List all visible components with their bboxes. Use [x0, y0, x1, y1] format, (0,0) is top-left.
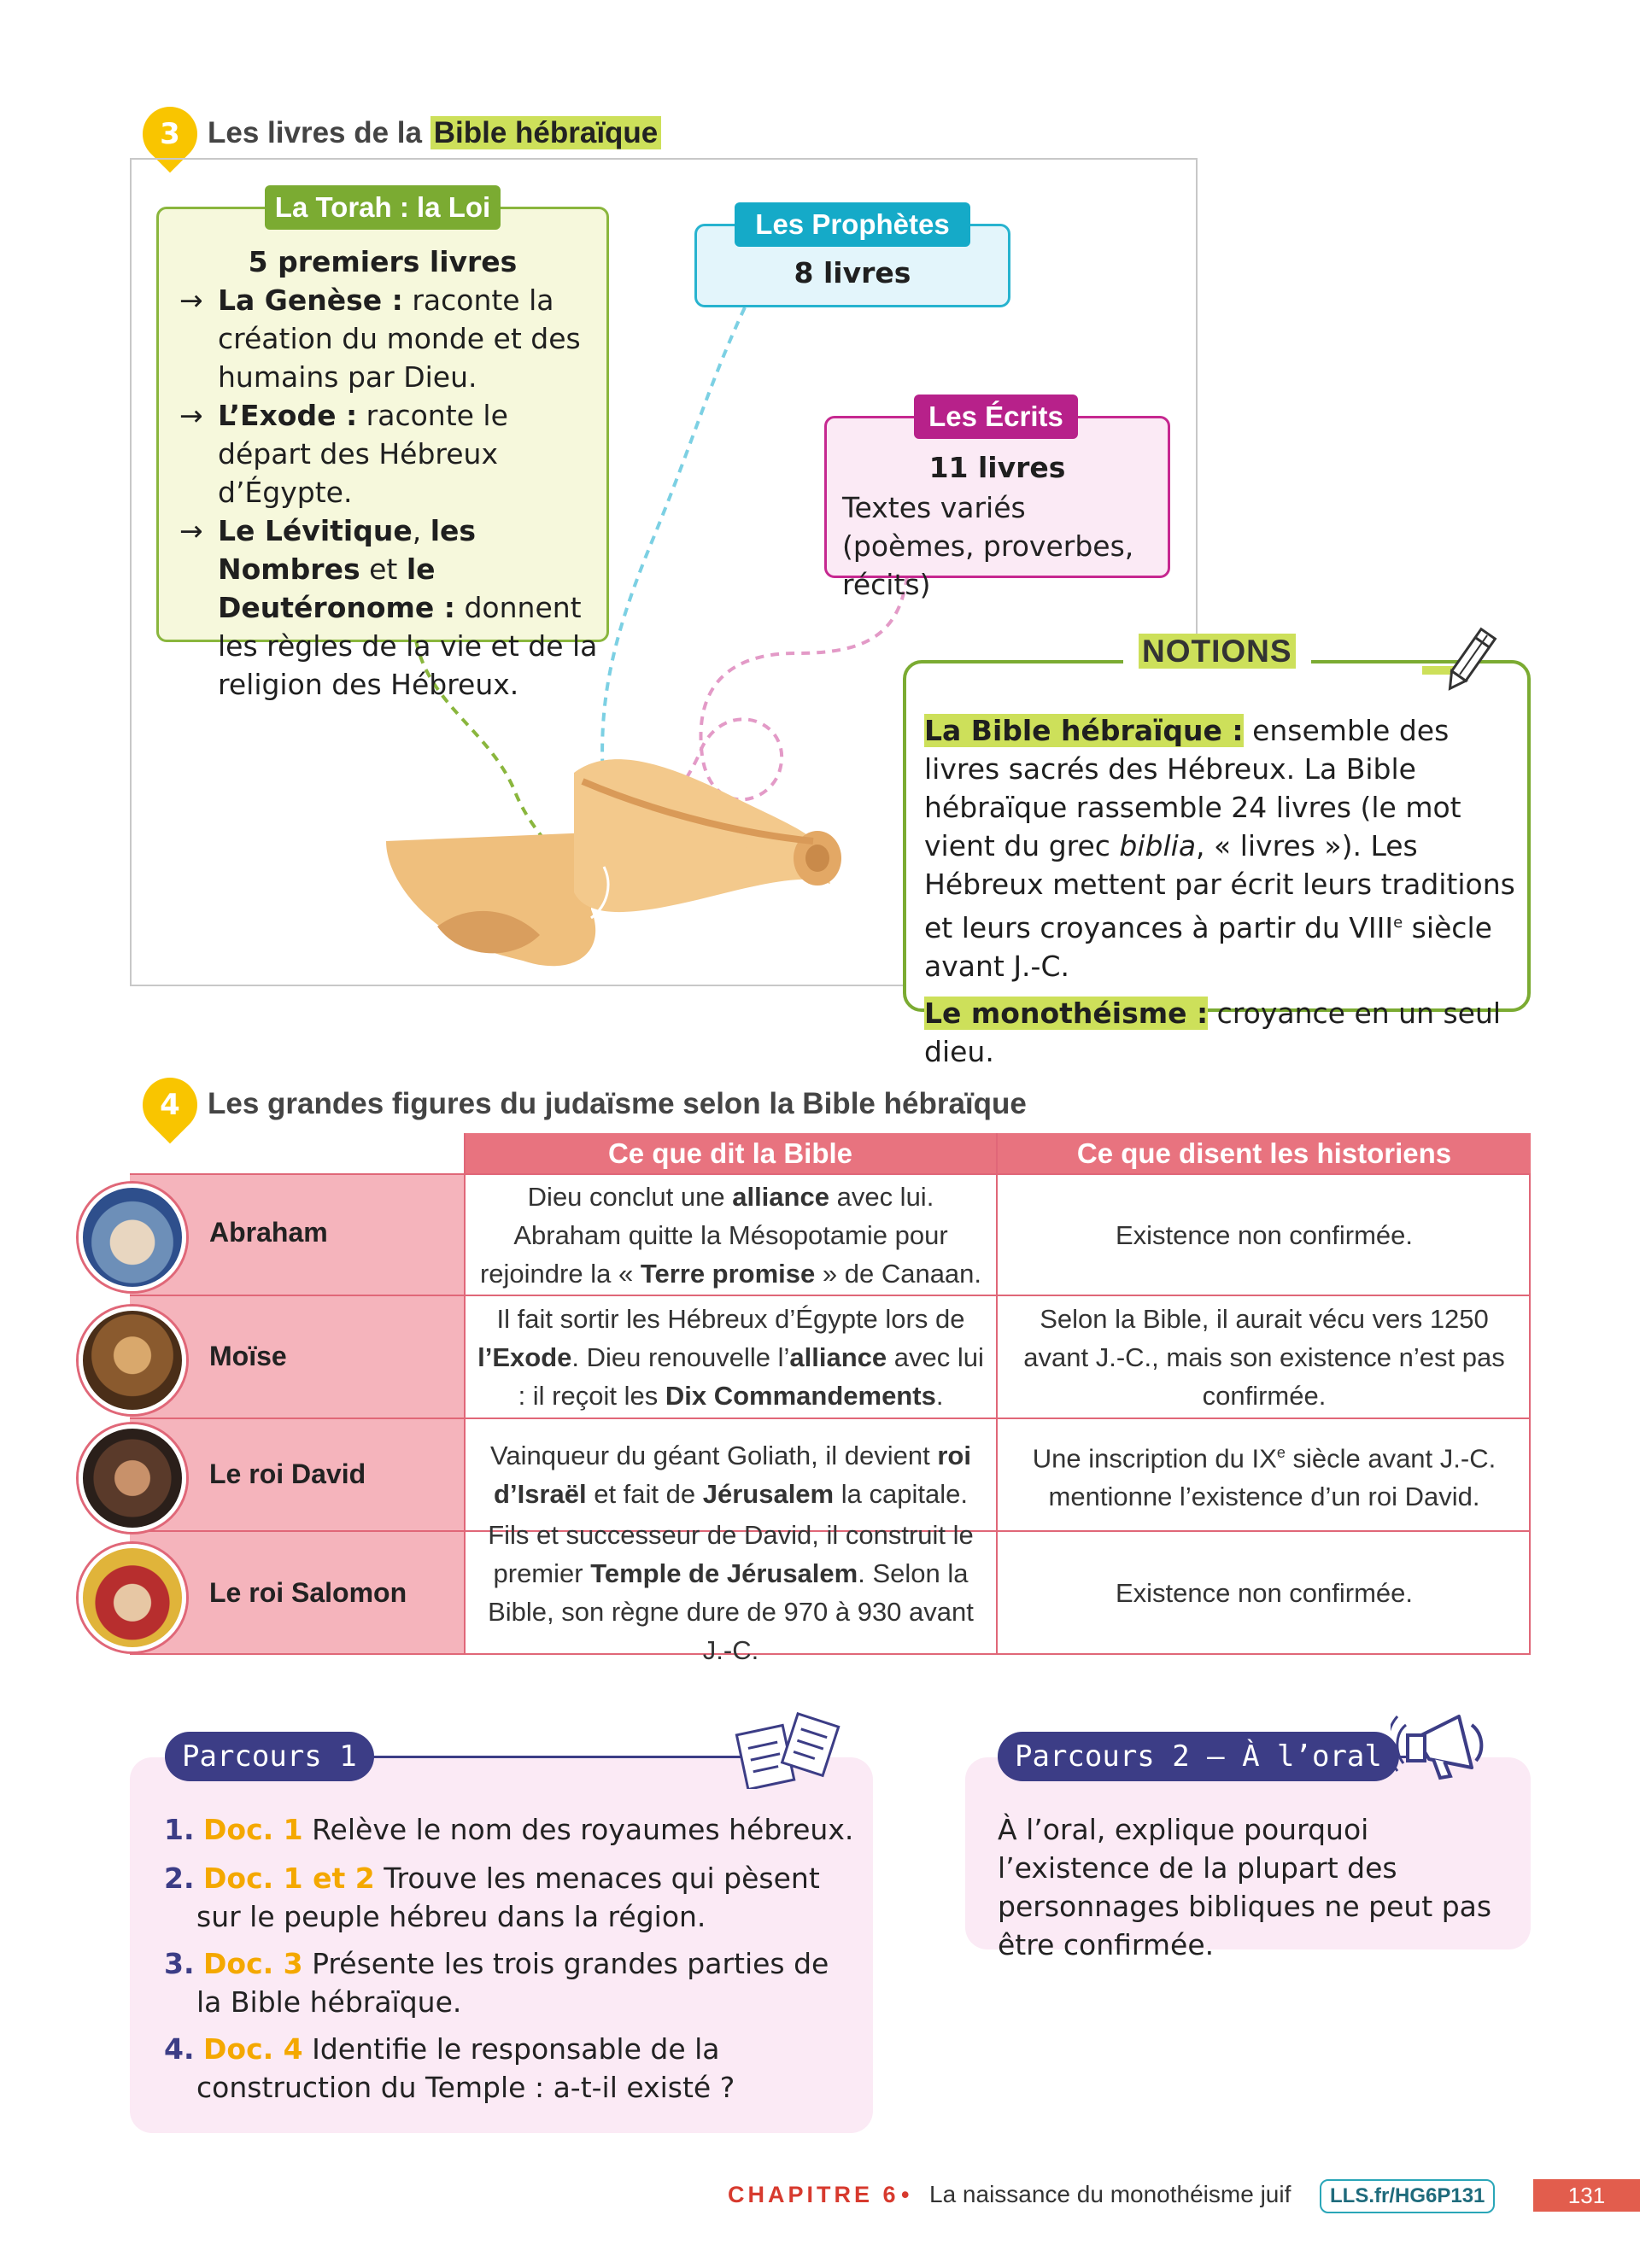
question-item: 4. Doc. 4 Identifie le responsable de la construction du Temple : a-t-il existé ?: [164, 2032, 735, 2104]
table-cell-bible: Vainqueur du géant Goliath, il devient roi d’Israël et fait de Jérusalem la capitale.: [490, 1441, 971, 1509]
table-cell-bible: Dieu conclut une alliance avec lui. Abraham quitte la Mésopotamie pour rejoindre la « Terre promise » de Canaan.: [479, 1181, 982, 1289]
footer-title: La naissance du monothéisme juif: [929, 2181, 1292, 2207]
section-4-title: Les grandes figures du judaïsme selon la Bible hébraïque: [208, 1087, 1027, 1120]
ecrits-box: [824, 416, 1170, 601]
section-number-badge: 4: [132, 1067, 209, 1144]
list-item: → L’Exode : raconte le départ des Hébreux d’Égypte.: [179, 396, 598, 511]
question-item: 2. Doc. 1 et 2 Trouve les menaces qui pèsent sur le peuple hébreu dans la région.: [164, 1862, 820, 1933]
list-item: → Le Lévitique, les Nombres et le Deutéronome : donnent les règles de la vie et de la religion des Hébreux.: [179, 511, 598, 704]
question-item: 1. Doc. 1 Relève le nom des royaumes hébreux.: [164, 1813, 854, 1846]
figure-name: Le roi Salomon: [209, 1577, 407, 1608]
section-number-badge: 3: [132, 96, 209, 173]
page-number: 131: [1533, 2179, 1640, 2212]
arrow-right-icon: →: [179, 284, 203, 317]
notions-definitions: [924, 711, 1522, 1079]
ecrits-label: Les Écrits: [914, 395, 1078, 439]
torah-box: [156, 207, 609, 701]
prophetes-label: Les Prophètes: [735, 202, 970, 247]
torah-label: La Torah : la Loi: [265, 185, 501, 230]
table-header-historians: Ce que disent les historiens: [998, 1133, 1531, 1174]
avatar: [79, 1184, 186, 1291]
table-cell-historians: Une inscription du IXe siècle avant J.-C. mentionne l’existence d’un roi David.: [1032, 1443, 1496, 1512]
torah-heading: 5 premiers livres: [248, 245, 518, 278]
torah-book-list: [179, 281, 598, 704]
arrow-right-icon: →: [179, 399, 203, 432]
ecrits-description: Textes variés (poèmes, proverbes, récits): [842, 491, 1134, 601]
worksheet-icon: [733, 1712, 844, 1789]
figure-name: Abraham: [209, 1217, 328, 1248]
footer-link[interactable]: LLS.fr/HG6P131: [1320, 2179, 1495, 2213]
ecrits-count: 11 livres: [928, 451, 1066, 484]
pencil-icon: [1422, 617, 1516, 693]
parcours-1-label: Parcours 1: [165, 1732, 374, 1781]
arrow-right-icon: →: [179, 514, 203, 547]
avatar: [79, 1544, 186, 1651]
table-cell-bible: Fils et successeur de David, il construit le premier Temple de Jérusalem. Selon la Bible, son règne dure de 970 à 930 avant J.-C.: [488, 1520, 974, 1665]
parcours-divider: [342, 1756, 786, 1758]
prophetes-count: 8 livres: [794, 256, 911, 289]
parcours-2-label: Parcours 2 – À l’oral: [998, 1732, 1399, 1781]
avatar: [79, 1424, 186, 1532]
question-item: 3. Doc. 3 Présente les trois grandes parties de la Bible hébraïque.: [164, 1947, 829, 2019]
section-3-title: Les livres de la Bible hébraïque: [208, 116, 661, 150]
table-cell-bible: Il fait sortir les Hébreux d’Égypte lors de l’Exode. Dieu renouvelle l’alliance avec lui : il reçoit les Dix Commandements.: [477, 1303, 984, 1411]
table-header-bible: Ce que dit la Bible: [465, 1133, 996, 1174]
notions-title: NOTIONS: [1123, 634, 1311, 669]
avatar: [79, 1306, 186, 1414]
footer-chapter: CHAPITRE 6: [728, 2182, 899, 2207]
table-cell-historians: Selon la Bible, il aurait vécu vers 1250 avant J.-C., mais son existence n’est pas confirmée.: [1023, 1303, 1505, 1411]
definition-bible: La Bible hébraïque : ensemble des livres sacrés des Hébreux. La Bible hébraïque rassemble 24 livres (le mot vient du grec biblia, « livres »). Les Hébreux mettent par écrit leurs traditions et leurs croyances à partir du VIIIe siècle avant J.-C.: [924, 714, 1515, 983]
parcours-2-text: À l’oral, explique pourquoi l’existence de la plupart des personnages bibliques ne peut pas être confirmée.: [998, 1813, 1492, 1961]
table-cell-historians: Existence non confirmée.: [1115, 1577, 1414, 1608]
figure-name: Moïse: [209, 1341, 287, 1371]
table-cell-historians: Existence non confirmée.: [1115, 1219, 1414, 1250]
list-item: → La Genèse : raconte la création du monde et des humains par Dieu.: [179, 281, 598, 396]
figure-name: Le roi David: [209, 1458, 366, 1489]
footer-bullet: •: [901, 2182, 910, 2207]
definition-monotheisme: Le monothéisme : croyance en un seul dieu.: [924, 997, 1502, 1068]
megaphone-icon: [1391, 1699, 1502, 1785]
